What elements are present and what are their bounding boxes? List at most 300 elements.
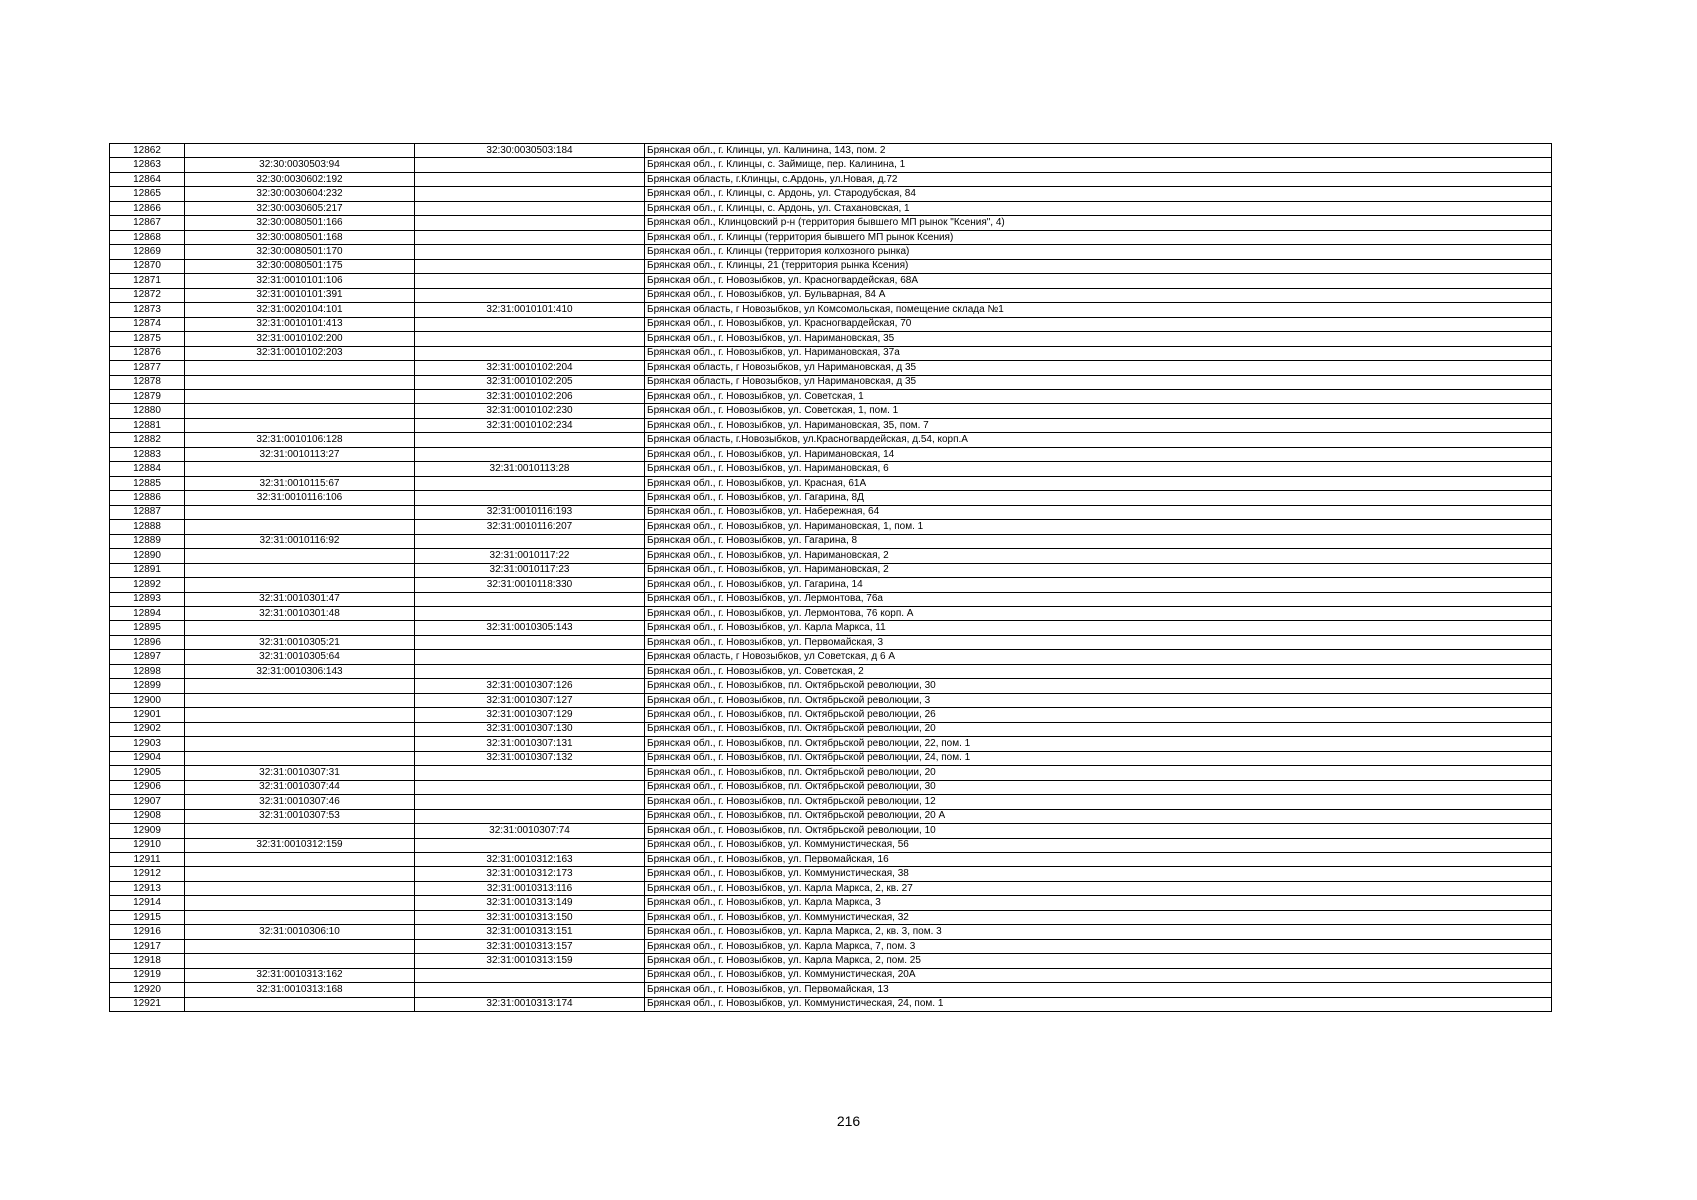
cadastral-room-number-cell: 32:31:0010102:230: [415, 404, 645, 418]
table-row: [110, 172, 1552, 186]
row-number-cell: 12872: [110, 288, 185, 302]
cadastral-room-number-cell: 32:30:0030503:184: [415, 144, 645, 158]
cadastral-number-cell: [185, 867, 415, 881]
address-cell: Брянская обл., г. Новозыбков, ул. Красногвардейская, 70: [645, 317, 1552, 331]
cadastral-room-number-cell: 32:31:0010312:173: [415, 867, 645, 881]
cadastral-number-cell: 32:31:0010301:48: [185, 607, 415, 621]
cadastral-room-number-cell: 32:31:0010117:23: [415, 563, 645, 577]
cadastral-room-number-cell: [415, 838, 645, 852]
cadastral-number-cell: 32:31:0010313:162: [185, 968, 415, 982]
address-cell: Брянская обл., г. Новозыбков, пл. Октябрьской революции, 26: [645, 708, 1552, 722]
row-number-cell: 12865: [110, 187, 185, 201]
address-cell: Брянская обл., г. Новозыбков, ул. Коммунистическая, 20А: [645, 968, 1552, 982]
row-number-cell: 12903: [110, 737, 185, 751]
row-number-cell: 12901: [110, 708, 185, 722]
row-number-cell: 12892: [110, 578, 185, 592]
row-number-cell: 12887: [110, 505, 185, 519]
row-number-cell: 12862: [110, 144, 185, 158]
table-row: [110, 433, 1552, 447]
row-number-cell: 12913: [110, 881, 185, 895]
cadastral-room-number-cell: [415, 201, 645, 215]
cadastral-room-number-cell: 32:31:0010113:28: [415, 462, 645, 476]
table-row: [110, 968, 1552, 982]
cadastral-room-number-cell: 32:31:0010307:127: [415, 693, 645, 707]
cadastral-number-cell: 32:31:0020104:101: [185, 303, 415, 317]
cadastral-room-number-cell: [415, 245, 645, 259]
address-cell: Брянская обл., г. Новозыбков, пл. Октябрьской революции, 20 А: [645, 809, 1552, 823]
cadastral-number-cell: [185, 910, 415, 924]
address-cell: Брянская область, г.Новозыбков, ул.Красногвардейская, д.54, корп.А: [645, 433, 1552, 447]
table-row: [110, 838, 1552, 852]
cadastral-room-number-cell: 32:31:0010313:159: [415, 954, 645, 968]
address-cell: Брянская обл., г. Новозыбков, ул. Советская, 1: [645, 389, 1552, 403]
cadastral-number-cell: [185, 881, 415, 895]
row-number-cell: 12905: [110, 766, 185, 780]
cadastral-room-number-cell: [415, 650, 645, 664]
address-cell: Брянская обл., г. Клинцы, с. Ардонь, ул. Стахановская, 1: [645, 201, 1552, 215]
row-number-cell: 12916: [110, 925, 185, 939]
row-number-cell: 12874: [110, 317, 185, 331]
cadastral-number-cell: [185, 375, 415, 389]
cadastral-number-cell: 32:31:0010101:106: [185, 274, 415, 288]
row-number-cell: 12879: [110, 389, 185, 403]
cadastral-number-cell: [185, 404, 415, 418]
table-row: [110, 751, 1552, 765]
cadastral-room-number-cell: [415, 172, 645, 186]
table-row: [110, 809, 1552, 823]
cadastral-room-number-cell: 32:31:0010313:174: [415, 997, 645, 1011]
address-cell: Брянская обл., г. Новозыбков, ул. Наримановская, 35, пом. 7: [645, 418, 1552, 432]
address-cell: Брянская обл., г. Новозыбков, ул. Гагарина, 8: [645, 534, 1552, 548]
cadastral-number-cell: 32:31:0010307:46: [185, 795, 415, 809]
table-row: [110, 245, 1552, 259]
cadastral-room-number-cell: [415, 766, 645, 780]
table-row: [110, 578, 1552, 592]
cadastral-number-cell: [185, 505, 415, 519]
address-cell: Брянская обл., г. Новозыбков, ул. Карла Маркса, 3: [645, 896, 1552, 910]
row-number-cell: 12912: [110, 867, 185, 881]
address-cell: Брянская обл., г. Новозыбков, пл. Октябрьской революции, 22, пом. 1: [645, 737, 1552, 751]
row-number-cell: 12880: [110, 404, 185, 418]
address-cell: Брянская обл., г. Новозыбков, ул. Гагарина, 14: [645, 578, 1552, 592]
row-number-cell: 12885: [110, 476, 185, 490]
row-number-cell: 12863: [110, 158, 185, 172]
table-row: [110, 766, 1552, 780]
row-number-cell: 12906: [110, 780, 185, 794]
table-row: [110, 650, 1552, 664]
address-cell: Брянская обл., г. Новозыбков, ул. Карла Маркса, 7, пом. 3: [645, 939, 1552, 953]
cadastral-room-number-cell: [415, 447, 645, 461]
cadastral-room-number-cell: [415, 274, 645, 288]
cadastral-room-number-cell: 32:31:0010307:126: [415, 679, 645, 693]
table-row: [110, 896, 1552, 910]
cadastral-room-number-cell: [415, 317, 645, 331]
table-row: [110, 607, 1552, 621]
table-row: [110, 693, 1552, 707]
address-cell: Брянская обл., г. Новозыбков, ул. Наримановская, 1, пом. 1: [645, 520, 1552, 534]
address-cell: Брянская обл., г. Новозыбков, ул. Наримановская, 2: [645, 549, 1552, 563]
row-number-cell: 12882: [110, 433, 185, 447]
table-row: [110, 534, 1552, 548]
table-row: [110, 563, 1552, 577]
cadastral-number-cell: [185, 361, 415, 375]
address-cell: Брянская обл., г. Новозыбков, ул. Наримановская, 35: [645, 332, 1552, 346]
row-number-cell: 12875: [110, 332, 185, 346]
cadastral-number-cell: 32:30:0080501:170: [185, 245, 415, 259]
table-row: [110, 447, 1552, 461]
table-row: [110, 404, 1552, 418]
cadastral-room-number-cell: 32:31:0010102:206: [415, 389, 645, 403]
row-number-cell: 12878: [110, 375, 185, 389]
cadastral-number-cell: 32:31:0010306:143: [185, 664, 415, 678]
cadastral-room-number-cell: 32:31:0010102:234: [415, 418, 645, 432]
cadastral-room-number-cell: [415, 795, 645, 809]
cadastral-room-number-cell: 32:31:0010307:131: [415, 737, 645, 751]
row-number-cell: 12900: [110, 693, 185, 707]
row-number-cell: 12891: [110, 563, 185, 577]
cadastral-number-cell: [185, 520, 415, 534]
cadastral-room-number-cell: 32:31:0010313:151: [415, 925, 645, 939]
cadastral-number-cell: 32:30:0030602:192: [185, 172, 415, 186]
cadastral-number-cell: 32:31:0010313:168: [185, 983, 415, 997]
table-row: [110, 317, 1552, 331]
cadastral-room-number-cell: [415, 809, 645, 823]
row-number-cell: 12920: [110, 983, 185, 997]
table-row: [110, 346, 1552, 360]
cadastral-number-cell: 32:31:0010312:159: [185, 838, 415, 852]
cadastral-number-cell: [185, 954, 415, 968]
row-number-cell: 12866: [110, 201, 185, 215]
cadastral-room-number-cell: [415, 491, 645, 505]
address-cell: Брянская обл., г. Клинцы, с. Ардонь, ул. Стародубская, 84: [645, 187, 1552, 201]
table-row: [110, 389, 1552, 403]
cadastral-room-number-cell: [415, 983, 645, 997]
cadastral-room-number-cell: [415, 288, 645, 302]
cadastral-number-cell: [185, 563, 415, 577]
table-row: [110, 664, 1552, 678]
row-number-cell: 12867: [110, 216, 185, 230]
cadastral-room-number-cell: 32:31:0010102:205: [415, 375, 645, 389]
table-row: [110, 824, 1552, 838]
row-number-cell: 12915: [110, 910, 185, 924]
cadastral-number-cell: [185, 722, 415, 736]
row-number-cell: 12870: [110, 259, 185, 273]
table-row: [110, 621, 1552, 635]
cadastral-number-cell: 32:31:0010301:47: [185, 592, 415, 606]
table-row: [110, 708, 1552, 722]
cadastral-room-number-cell: 32:31:0010305:143: [415, 621, 645, 635]
table-row: [110, 187, 1552, 201]
cadastral-room-number-cell: [415, 592, 645, 606]
table-row: [110, 592, 1552, 606]
address-cell: Брянская обл., г. Новозыбков, ул. Первомайская, 13: [645, 983, 1552, 997]
address-cell: Брянская обл., г. Новозыбков, ул. Красная, 61А: [645, 476, 1552, 490]
cadastral-number-cell: 32:31:0010307:31: [185, 766, 415, 780]
row-number-cell: 12907: [110, 795, 185, 809]
address-cell: Брянская обл., г. Новозыбков, ул. Карла Маркса, 2, кв. 3, пом. 3: [645, 925, 1552, 939]
cadastral-room-number-cell: [415, 230, 645, 244]
table-row: [110, 925, 1552, 939]
cadastral-room-number-cell: [415, 259, 645, 273]
row-number-cell: 12894: [110, 607, 185, 621]
table-row: [110, 303, 1552, 317]
table-row: [110, 780, 1552, 794]
cadastral-number-cell: 32:30:0080501:168: [185, 230, 415, 244]
table-row: [110, 144, 1552, 158]
cadastral-room-number-cell: [415, 158, 645, 172]
address-cell: Брянская обл., г. Новозыбков, ул. Коммунистическая, 24, пом. 1: [645, 997, 1552, 1011]
cadastral-room-number-cell: [415, 332, 645, 346]
address-cell: Брянская обл., г. Новозыбков, ул. Первомайская, 16: [645, 852, 1552, 866]
address-cell: Брянская обл., г. Новозыбков, ул. Первомайская, 3: [645, 635, 1552, 649]
address-cell: Брянская обл., г. Новозыбков, ул. Лермонтова, 76а: [645, 592, 1552, 606]
address-cell: Брянская обл., г. Новозыбков, пл. Октябрьской революции, 10: [645, 824, 1552, 838]
address-cell: Брянская обл., г. Новозыбков, ул. Бульварная, 84 А: [645, 288, 1552, 302]
address-cell: Брянская обл., г. Новозыбков, ул. Карла Маркса, 2, кв. 27: [645, 881, 1552, 895]
cadastral-number-cell: [185, 708, 415, 722]
address-cell: Брянская обл., г. Новозыбков, пл. Октябрьской революции, 30: [645, 780, 1552, 794]
row-number-cell: 12868: [110, 230, 185, 244]
cadastral-number-cell: [185, 737, 415, 751]
cadastral-number-cell: 32:31:0010305:21: [185, 635, 415, 649]
cadastral-number-cell: [185, 144, 415, 158]
row-number-cell: 12902: [110, 722, 185, 736]
address-cell: Брянская обл., г. Клинцы, с. Займище, пер. Калинина, 1: [645, 158, 1552, 172]
table-row: [110, 332, 1552, 346]
cadastral-number-cell: [185, 852, 415, 866]
table-row: [110, 635, 1552, 649]
row-number-cell: 12909: [110, 824, 185, 838]
table-row: [110, 867, 1552, 881]
address-cell: Брянская область, г Новозыбков, ул Наримановская, д 35: [645, 361, 1552, 375]
cadastral-number-cell: [185, 751, 415, 765]
cadastral-number-cell: 32:31:0010113:27: [185, 447, 415, 461]
cadastral-number-cell: 32:31:0010115:67: [185, 476, 415, 490]
address-cell: Брянская обл., г. Клинцы, 21 (территория рынка Ксения): [645, 259, 1552, 273]
cadastral-room-number-cell: 32:31:0010307:130: [415, 722, 645, 736]
row-number-cell: 12898: [110, 664, 185, 678]
cadastral-number-cell: 32:31:0010102:200: [185, 332, 415, 346]
row-number-cell: 12876: [110, 346, 185, 360]
table-row: [110, 462, 1552, 476]
row-number-cell: 12886: [110, 491, 185, 505]
cadastral-room-number-cell: 32:31:0010117:22: [415, 549, 645, 563]
cadastral-number-cell: [185, 679, 415, 693]
cadastral-number-cell: [185, 418, 415, 432]
row-number-cell: 12897: [110, 650, 185, 664]
address-cell: Брянская обл., г. Новозыбков, ул. Наримановская, 6: [645, 462, 1552, 476]
cadastral-number-cell: 32:31:0010101:413: [185, 317, 415, 331]
cadastral-room-number-cell: 32:31:0010307:129: [415, 708, 645, 722]
address-cell: Брянская обл., Клинцовский р-н (территория бывшего МП рынок "Ксения", 4): [645, 216, 1552, 230]
row-number-cell: 12871: [110, 274, 185, 288]
cadastral-number-cell: [185, 896, 415, 910]
cadastral-number-cell: 32:30:0080501:175: [185, 259, 415, 273]
cadastral-room-number-cell: 32:31:0010313:157: [415, 939, 645, 953]
cadastral-room-number-cell: 32:31:0010307:74: [415, 824, 645, 838]
table-row: [110, 201, 1552, 215]
cadastral-room-number-cell: [415, 216, 645, 230]
address-cell: Брянская обл., г. Новозыбков, пл. Октябрьской революции, 20: [645, 722, 1552, 736]
cadastral-number-cell: [185, 549, 415, 563]
cadastral-room-number-cell: [415, 433, 645, 447]
cadastral-room-number-cell: [415, 476, 645, 490]
table-row: [110, 520, 1552, 534]
table-row: [110, 505, 1552, 519]
table-row: [110, 939, 1552, 953]
table-body: [110, 144, 1552, 1012]
row-number-cell: 12889: [110, 534, 185, 548]
cadastral-room-number-cell: [415, 346, 645, 360]
row-number-cell: 12918: [110, 954, 185, 968]
row-number-cell: 12914: [110, 896, 185, 910]
cadastral-number-cell: [185, 578, 415, 592]
table-row: [110, 418, 1552, 432]
table-row: [110, 158, 1552, 172]
address-cell: Брянская обл., г. Новозыбков, ул. Карла Маркса, 11: [645, 621, 1552, 635]
cadastral-number-cell: [185, 939, 415, 953]
address-cell: Брянская обл., г. Новозыбков, пл. Октябрьской революции, 30: [645, 679, 1552, 693]
table-row: [110, 679, 1552, 693]
row-number-cell: 12910: [110, 838, 185, 852]
table-row: [110, 910, 1552, 924]
row-number-cell: 12873: [110, 303, 185, 317]
address-cell: Брянская область, г.Клинцы, с.Ардонь, ул.Новая, д.72: [645, 172, 1552, 186]
cadastral-room-number-cell: 32:31:0010312:163: [415, 852, 645, 866]
table-row: [110, 954, 1552, 968]
table-row: [110, 491, 1552, 505]
address-cell: Брянская обл., г. Новозыбков, ул. Красногвардейская, 68А: [645, 274, 1552, 288]
row-number-cell: 12899: [110, 679, 185, 693]
cadastral-number-cell: 32:31:0010306:10: [185, 925, 415, 939]
cadastral-room-number-cell: 32:31:0010101:410: [415, 303, 645, 317]
cadastral-room-number-cell: 32:31:0010307:132: [415, 751, 645, 765]
row-number-cell: 12893: [110, 592, 185, 606]
table-row: [110, 795, 1552, 809]
address-cell: Брянская обл., г. Клинцы (территория колхозного рынка): [645, 245, 1552, 259]
table-row: [110, 216, 1552, 230]
address-cell: Брянская обл., г. Новозыбков, ул. Гагарина, 8Д: [645, 491, 1552, 505]
table-row: [110, 375, 1552, 389]
cadastral-room-number-cell: [415, 607, 645, 621]
cadastral-number-cell: 32:31:0010116:92: [185, 534, 415, 548]
address-cell: Брянская обл., г. Новозыбков, ул. Наримановская, 14: [645, 447, 1552, 461]
row-number-cell: 12877: [110, 361, 185, 375]
row-number-cell: 12917: [110, 939, 185, 953]
cadastral-number-cell: 32:31:0010101:391: [185, 288, 415, 302]
row-number-cell: 12911: [110, 852, 185, 866]
table-row: [110, 288, 1552, 302]
address-cell: Брянская обл., г. Новозыбков, ул. Советская, 2: [645, 664, 1552, 678]
table-row: [110, 274, 1552, 288]
address-cell: Брянская обл., г. Новозыбков, ул. Коммунистическая, 56: [645, 838, 1552, 852]
address-cell: Брянская область, г Новозыбков, ул Советская, д 6 А: [645, 650, 1552, 664]
cadastral-number-cell: 32:31:0010102:203: [185, 346, 415, 360]
row-number-cell: 12896: [110, 635, 185, 649]
cadastral-number-cell: [185, 462, 415, 476]
row-number-cell: 12881: [110, 418, 185, 432]
address-cell: Брянская обл., г. Новозыбков, ул. Набережная, 64: [645, 505, 1552, 519]
table-row: [110, 997, 1552, 1011]
cadastral-number-cell: 32:30:0030605:217: [185, 201, 415, 215]
registry-table: [109, 143, 1552, 1012]
cadastral-number-cell: [185, 693, 415, 707]
address-cell: Брянская обл., г. Новозыбков, пл. Октябрьской революции, 3: [645, 693, 1552, 707]
address-cell: Брянская область, г Новозыбков, ул Комсомольская, помещение склада №1: [645, 303, 1552, 317]
table-row: [110, 852, 1552, 866]
cadastral-room-number-cell: 32:31:0010102:204: [415, 361, 645, 375]
table-row: [110, 983, 1552, 997]
row-number-cell: 12895: [110, 621, 185, 635]
cadastral-number-cell: 32:31:0010305:64: [185, 650, 415, 664]
table-row: [110, 259, 1552, 273]
row-number-cell: 12884: [110, 462, 185, 476]
address-cell: Брянская обл., г. Новозыбков, ул. Лермонтова, 76 корп. А: [645, 607, 1552, 621]
cadastral-room-number-cell: [415, 780, 645, 794]
address-cell: Брянская обл., г. Новозыбков, ул. Коммунистическая, 32: [645, 910, 1552, 924]
address-cell: Брянская обл., г. Новозыбков, ул. Наримановская, 2: [645, 563, 1552, 577]
row-number-cell: 12888: [110, 520, 185, 534]
cadastral-room-number-cell: [415, 635, 645, 649]
row-number-cell: 12869: [110, 245, 185, 259]
cadastral-number-cell: [185, 389, 415, 403]
cadastral-room-number-cell: 32:31:0010313:150: [415, 910, 645, 924]
row-number-cell: 12919: [110, 968, 185, 982]
row-number-cell: 12908: [110, 809, 185, 823]
row-number-cell: 12904: [110, 751, 185, 765]
address-cell: Брянская обл., г. Клинцы, ул. Калинина, 143, пом. 2: [645, 144, 1552, 158]
cadastral-room-number-cell: [415, 534, 645, 548]
cadastral-number-cell: [185, 997, 415, 1011]
cadastral-room-number-cell: 32:31:0010313:149: [415, 896, 645, 910]
address-cell: Брянская обл., г. Новозыбков, ул. Наримановская, 37а: [645, 346, 1552, 360]
cadastral-number-cell: [185, 621, 415, 635]
row-number-cell: 12883: [110, 447, 185, 461]
cadastral-number-cell: 32:30:0080501:166: [185, 216, 415, 230]
cadastral-number-cell: 32:30:0030503:94: [185, 158, 415, 172]
table-row: [110, 722, 1552, 736]
cadastral-number-cell: 32:31:0010307:53: [185, 809, 415, 823]
row-number-cell: 12890: [110, 549, 185, 563]
cadastral-room-number-cell: 32:31:0010118:330: [415, 578, 645, 592]
address-cell: Брянская обл., г. Новозыбков, ул. Советская, 1, пом. 1: [645, 404, 1552, 418]
table-row: [110, 881, 1552, 895]
cadastral-number-cell: 32:31:0010106:128: [185, 433, 415, 447]
table-row: [110, 549, 1552, 563]
cadastral-number-cell: [185, 824, 415, 838]
table-row: [110, 361, 1552, 375]
table-row: [110, 737, 1552, 751]
address-cell: Брянская область, г Новозыбков, ул Наримановская, д 35: [645, 375, 1552, 389]
cadastral-room-number-cell: [415, 187, 645, 201]
address-cell: Брянская обл., г. Новозыбков, пл. Октябрьской революции, 12: [645, 795, 1552, 809]
cadastral-number-cell: 32:30:0030604:232: [185, 187, 415, 201]
page-number: 216: [836, 1113, 861, 1129]
cadastral-room-number-cell: 32:31:0010313:116: [415, 881, 645, 895]
row-number-cell: 12864: [110, 172, 185, 186]
address-cell: Брянская обл., г. Новозыбков, ул. Карла Маркса, 2, пом. 25: [645, 954, 1552, 968]
cadastral-room-number-cell: [415, 664, 645, 678]
address-cell: Брянская обл., г. Клинцы (территория бывшего МП рынок Ксения): [645, 230, 1552, 244]
cadastral-number-cell: 32:31:0010307:44: [185, 780, 415, 794]
row-number-cell: 12921: [110, 997, 185, 1011]
address-cell: Брянская обл., г. Новозыбков, пл. Октябрьской революции, 20: [645, 766, 1552, 780]
address-cell: Брянская обл., г. Новозыбков, пл. Октябрьской революции, 24, пом. 1: [645, 751, 1552, 765]
cadastral-number-cell: 32:31:0010116:106: [185, 491, 415, 505]
table-row: [110, 230, 1552, 244]
cadastral-room-number-cell: 32:31:0010116:207: [415, 520, 645, 534]
cadastral-room-number-cell: 32:31:0010116:193: [415, 505, 645, 519]
